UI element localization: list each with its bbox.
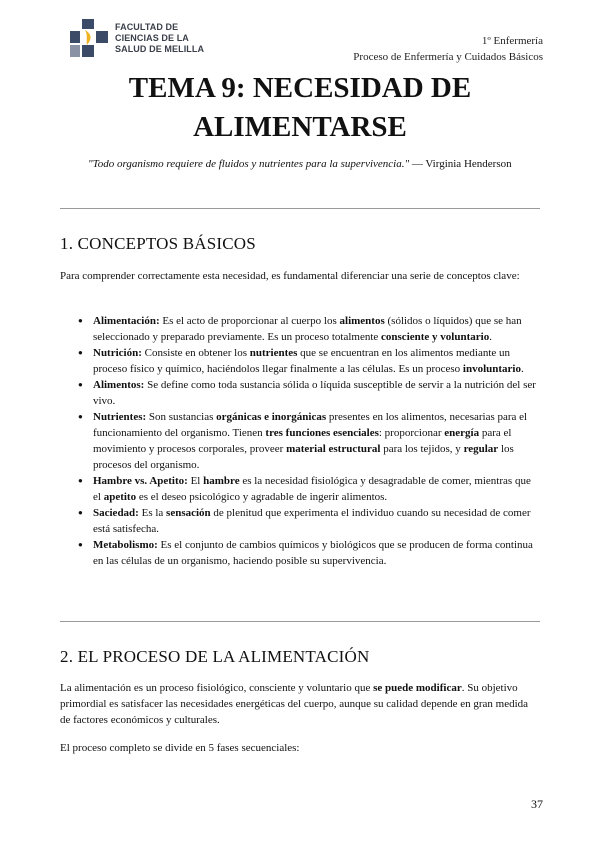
page-title: TEMA 9: NECESIDAD DE ALIMENTARSE [128,72,472,143]
faculty-cross-logo-icon [70,19,108,57]
concept-item: ● Nutrición: Consiste en obtener los nutrientes que se encuentran en los alimentos mediante un proceso físico y químico, haciéndolos llegar finalmente a las células. Es un proceso involuntario. [60,345,540,377]
faculty-logo [70,19,220,59]
concept-item: ● Metabolismo: Es el conjunto de cambios químicos y biológicos que se producen de forma continua en las células de un organismo, haciendo posible su supervivencia. [60,537,540,569]
page-number: 37 [531,797,543,811]
concept-item: ● Saciedad: Es la sensación de plenitud que experimenta el individuo cuando su necesidad de comer está satisfecha. [60,505,540,537]
faculty-name: FACULTAD DE CIENCIAS DE LA SALUD DE MELILLA [115,22,205,54]
section-intro: Para comprender correctamente esta necesidad, es fundamental diferenciar una serie de conceptos clave: [60,270,520,282]
concept-item: ● Hambre vs. Apetito: El hambre es la necesidad fisiológica y desagradable de comer, mientras que el apetito es el deseo psicológico y agradable de ingerir alimentos. [60,473,540,505]
quote-author: — Virginia Henderson [409,158,512,170]
concept-item: ● Alimentación: Es el acto de proporcionar al cuerpo los alimentos (sólidos o líquidos) que se han seleccionado y preparado previamente. Es un proceso totalmente consciente y voluntario. [60,313,540,345]
section-heading-conceptos: 1. CONCEPTOS BÁSICOS [60,234,256,253]
subject-label: Proceso de Enfermería y Cuidados Básicos [353,51,543,63]
quote-text: "Todo organismo requiere de fluidos y nutrientes para la supervivencia." [88,158,410,170]
concept-item: ● Nutrientes: Son sustancias orgánicas e inorgánicas presentes en los alimentos, necesarias para el funcionamiento del organismo. Tienen tres funciones esenciales: proporcionar energía para el movimiento y procesos corporales, proveer material estructural para los tejidos, y regular los procesos del organismo. [60,409,540,473]
concept-item: ● Alimentos: Se define como toda sustancia sólida o líquida susceptible de servir a la nutrición del ser vivo. [60,377,540,409]
section-heading-proceso: 2. EL PROCESO DE LA ALIMENTACIÓN [60,647,370,666]
section-divider [60,621,540,622]
epigraph-quote [88,156,538,172]
phases-intro: El proceso completo se divide en 5 fases secuenciales: [60,742,300,754]
process-paragraph: La alimentación es un proceso fisiológico, consciente y voluntario que se puede modificar. Su objetivo primordial es satisfacer las necesidades energéticas del cuerpo, aunque su calidad depende en gran medida de factores económicos y culturales. [60,682,529,726]
document-header [353,33,543,65]
course-label: 1º Enfermería [481,35,543,47]
concept-list [60,313,540,569]
section-divider [60,208,540,209]
